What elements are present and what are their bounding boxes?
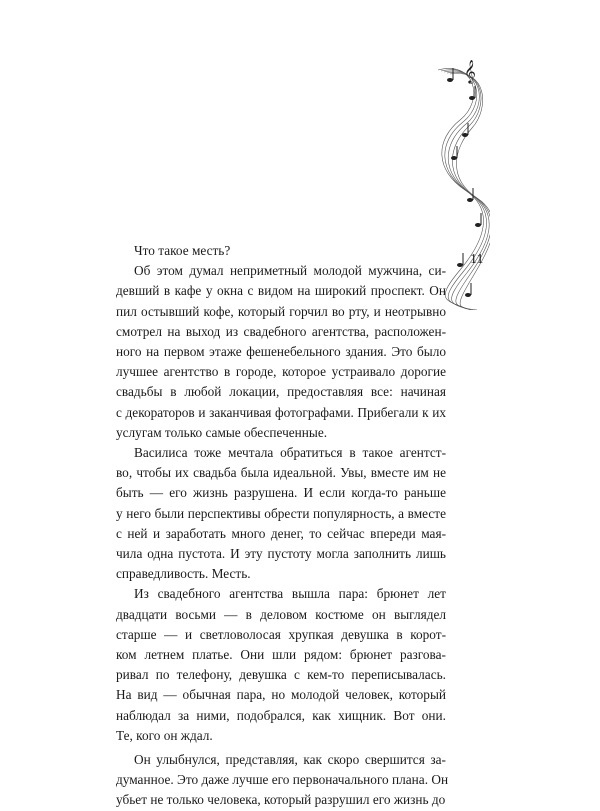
paragraph bbox=[116, 241, 446, 261]
svg-text:𝄞: 𝄞 bbox=[464, 59, 476, 83]
text-line: быть — его жизнь разрушена. И если когда-то раньше bbox=[116, 485, 446, 501]
text-line: Об этом думал неприметный молодой мужчина, си- bbox=[134, 263, 446, 279]
text-line: с ней и заработать много денег, то сейчас впереди мая- bbox=[116, 525, 446, 541]
paragraph bbox=[116, 750, 449, 811]
text-line: Те, кого он ждал. bbox=[116, 727, 213, 743]
text-line: чила одна пустота. И эту пустоту могла заполнить лишь bbox=[116, 546, 446, 562]
body-text bbox=[116, 241, 449, 811]
text-line: у него были перспективы обрести популярность, а вместе bbox=[116, 505, 446, 521]
paragraph bbox=[116, 261, 446, 443]
text-line: двадцати восьми — в деловом костюме он выглядел bbox=[116, 606, 446, 622]
text-line: пил остывший кофе, который горчил во рту, и неотрывно bbox=[116, 303, 446, 319]
text-line: Василиса тоже мечтала обратиться в такое агентст- bbox=[134, 445, 446, 461]
text-line: Он улыбнулся, представляя, как скоро свершится за- bbox=[134, 752, 446, 768]
text-line: ривал по телефону, девушка с кем-то переписывалась. bbox=[116, 667, 446, 683]
text-line: Что такое месть? bbox=[134, 243, 231, 258]
text-line: Из свадебного агентства вышла пара: брюнет лет bbox=[134, 586, 446, 602]
text-line: наблюдал за ними, подобрался, как хищник. Вот они. bbox=[116, 707, 446, 723]
text-line: девший в кафе у окна с видом на широкий проспект. Он bbox=[116, 283, 446, 299]
text-line: лучшее агентство в городе, которое устраивало дорогие bbox=[116, 364, 446, 380]
text-line: На вид — обычная пара, но молодой человек, который bbox=[116, 687, 446, 703]
text-line: ком летнем платье. Они шли рядом: брюнет разгова- bbox=[116, 647, 446, 663]
text-line: с декораторов и заканчивая фотографами. Прибегали к их bbox=[116, 404, 446, 420]
paragraph bbox=[116, 443, 446, 584]
text-line: думанное. Это даже лучше его первоначального плана. Он bbox=[116, 772, 449, 788]
text-line: во, чтобы их свадьба была идеальной. Увы, вместе им не bbox=[116, 465, 446, 481]
text-line: смотрел на выход из свадебного агентства, расположен- bbox=[116, 323, 446, 339]
text-line: справедливость. Месть. bbox=[116, 566, 251, 582]
text-line: услугам только самые обеспеченные. bbox=[116, 424, 328, 440]
text-line: старше — и светловолосая хрупкая девушка в корот- bbox=[116, 626, 446, 642]
paragraph bbox=[116, 584, 446, 746]
text-line: ного на первом этаже фешенебельного здания. Это было bbox=[116, 344, 446, 360]
text-line: свадьбы в любой локации, предоставляя все: начиная bbox=[116, 384, 446, 400]
text-line: убьет не только человека, который разрушил его жизнь до bbox=[116, 792, 446, 808]
page-number: 11 bbox=[470, 252, 484, 267]
